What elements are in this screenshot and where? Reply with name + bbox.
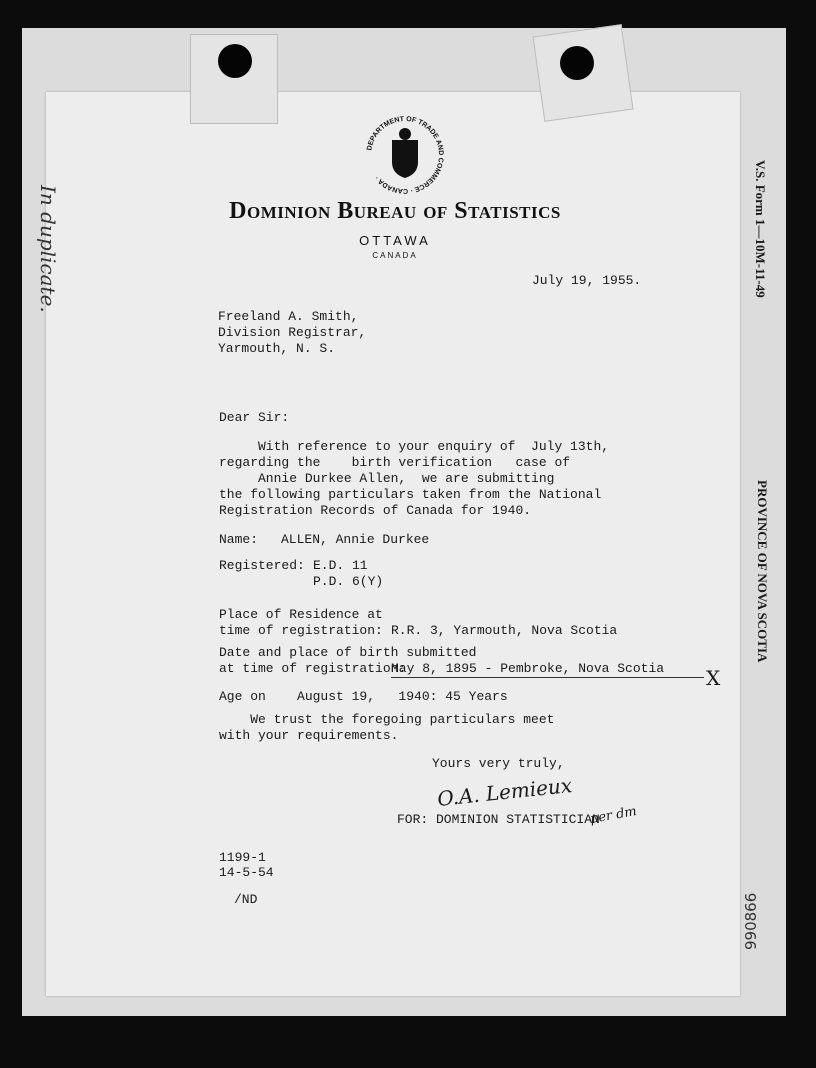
registered-value: P.D. 6(Y) [313, 574, 384, 589]
residence-label: time of registration: [219, 623, 383, 638]
letterhead-title: Dominion Bureau of Statistics [229, 198, 561, 224]
stamp-number: 990866 [742, 892, 760, 950]
punch-hole-right [560, 46, 594, 80]
punch-hole-left [218, 44, 252, 78]
closing-paragraph: We trust the foregoing particulars meet [219, 712, 555, 727]
closing-paragraph: with your requirements. [219, 728, 399, 743]
signature-suffix: per dm [588, 804, 638, 827]
address-line: Division Registrar, [218, 325, 367, 340]
birth-label: Date and place of birth submitted [219, 645, 477, 660]
residence-value: R.R. 3, Yarmouth, Nova Scotia [391, 623, 618, 638]
body-line: With reference to your enquiry of July 13th, [219, 439, 610, 454]
residence-label: Place of Residence at [219, 607, 383, 622]
birth-value: May 8, 1895 - Pembroke, Nova Scotia [391, 661, 704, 678]
signature-title: FOR: DOMINION STATISTICIAN [397, 812, 600, 827]
margin-mark: X [706, 666, 721, 690]
name-value: ALLEN, Annie Durkee [281, 532, 430, 547]
body-line: Registration Records of Canada for 1940. [219, 503, 532, 518]
name-label: Name: [219, 532, 259, 547]
birth-label: at time of registration: [219, 661, 407, 676]
address-line: Yarmouth, N. S. [218, 341, 336, 356]
address-line: Freeland A. Smith, [218, 309, 359, 324]
body-line: regarding the birth verification case of [219, 455, 571, 470]
body-line: Annie Durkee Allen, we are submitting [219, 471, 555, 486]
form-number: V.S. Form 1—10M-11-49 [753, 160, 768, 298]
salutation: Dear Sir: [219, 410, 290, 425]
signature: O.A. Lemieux [436, 772, 574, 812]
svg-text:DEPARTMENT OF TRADE AND COMMER: DEPARTMENT OF TRADE AND COMMERCE · CANADA · [366, 115, 445, 195]
registered-value: E.D. 11 [313, 558, 368, 573]
reference: 14-5-54 [219, 865, 274, 880]
registered-label: Registered: [219, 558, 305, 573]
age-line: Age on August 19, 1940: 45 Years [219, 689, 508, 704]
closing: Yours very truly, [432, 756, 565, 771]
typist-initials: /ND [234, 892, 258, 907]
letter-date: July 19, 1955. [532, 273, 642, 288]
department-seal [362, 112, 448, 198]
letterhead-city: OTTAWA [359, 233, 431, 248]
letterhead-country: CANADA [372, 251, 418, 260]
body-line: the following particulars taken from the National [219, 487, 602, 502]
reference: 1199-1 [219, 850, 266, 865]
handwritten-note: In duplicate. [36, 185, 60, 313]
province-label: PROVINCE OF NOVA SCOTIA [755, 480, 770, 663]
